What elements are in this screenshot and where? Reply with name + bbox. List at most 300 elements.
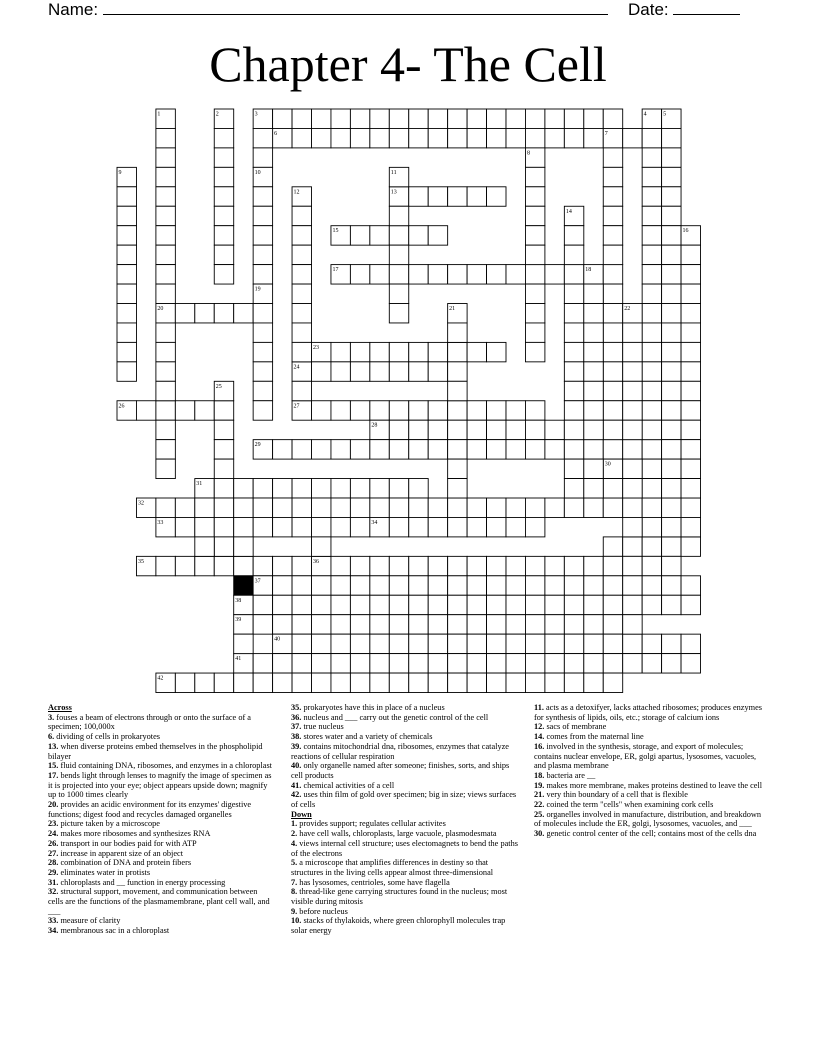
grid-cell[interactable]: [681, 498, 700, 517]
grid-cell[interactable]: [117, 265, 136, 284]
grid-cell[interactable]: [292, 517, 311, 536]
grid-cell[interactable]: [662, 459, 681, 478]
grid-cell[interactable]: [525, 167, 544, 186]
grid-cell[interactable]: [545, 615, 564, 634]
grid-cell[interactable]: [156, 226, 175, 245]
grid-cell[interactable]: [623, 654, 642, 673]
grid-cell[interactable]: [428, 576, 447, 595]
grid-cell[interactable]: [448, 323, 467, 342]
grid-cell[interactable]: [273, 517, 292, 536]
grid-cell[interactable]: [487, 595, 506, 614]
grid-cell[interactable]: [175, 304, 194, 323]
grid-cell[interactable]: [331, 615, 350, 634]
grid-cell[interactable]: [195, 498, 214, 517]
grid-cell[interactable]: [234, 537, 253, 556]
grid-cell[interactable]: [156, 556, 175, 575]
grid-cell[interactable]: [584, 362, 603, 381]
grid-cell[interactable]: [603, 556, 622, 575]
grid-cell[interactable]: [195, 401, 214, 420]
grid-cell[interactable]: [467, 420, 486, 439]
grid-cell[interactable]: [350, 226, 369, 245]
grid-cell[interactable]: [642, 206, 661, 225]
grid-cell[interactable]: [487, 187, 506, 206]
grid-cell[interactable]: [273, 615, 292, 634]
grid-cell[interactable]: [214, 148, 233, 167]
grid-cell[interactable]: [409, 576, 428, 595]
grid-cell[interactable]: [467, 187, 486, 206]
grid-cell[interactable]: [662, 576, 681, 595]
grid-cell[interactable]: [525, 498, 544, 517]
grid-cell[interactable]: [564, 245, 583, 264]
grid-cell[interactable]: [331, 342, 350, 361]
grid-cell[interactable]: [603, 634, 622, 653]
grid-cell[interactable]: [214, 265, 233, 284]
grid-cell[interactable]: [603, 304, 622, 323]
grid-cell[interactable]: [156, 245, 175, 264]
grid-cell[interactable]: [467, 576, 486, 595]
grid-cell[interactable]: [525, 304, 544, 323]
grid-cell[interactable]: [214, 556, 233, 575]
grid-cell[interactable]: [370, 401, 389, 420]
grid-cell[interactable]: [253, 381, 272, 400]
grid-cell[interactable]: [642, 284, 661, 303]
grid-cell[interactable]: [253, 479, 272, 498]
grid-cell[interactable]: [448, 459, 467, 478]
grid-cell[interactable]: [584, 401, 603, 420]
grid-cell[interactable]: [564, 615, 583, 634]
grid-cell[interactable]: [448, 381, 467, 400]
grid-cell[interactable]: [584, 479, 603, 498]
grid-cell[interactable]: [214, 459, 233, 478]
grid-cell[interactable]: [506, 265, 525, 284]
grid-cell[interactable]: [603, 381, 622, 400]
grid-cell[interactable]: [389, 206, 408, 225]
grid-cell[interactable]: [564, 479, 583, 498]
grid-cell[interactable]: [175, 498, 194, 517]
grid-cell[interactable]: [331, 517, 350, 536]
grid-cell[interactable]: [603, 148, 622, 167]
grid-cell[interactable]: [195, 304, 214, 323]
grid-cell[interactable]: [428, 673, 447, 692]
grid-cell[interactable]: [525, 284, 544, 303]
grid-cell[interactable]: [195, 517, 214, 536]
grid-cell[interactable]: [584, 342, 603, 361]
grid-cell[interactable]: [273, 479, 292, 498]
grid-cell[interactable]: [662, 226, 681, 245]
grid-cell[interactable]: [448, 440, 467, 459]
grid-cell[interactable]: [428, 498, 447, 517]
grid-cell[interactable]: [506, 109, 525, 128]
grid-cell[interactable]: [642, 304, 661, 323]
grid-cell[interactable]: [525, 323, 544, 342]
grid-cell[interactable]: [409, 517, 428, 536]
grid-cell[interactable]: [525, 226, 544, 245]
grid-cell[interactable]: [312, 401, 331, 420]
grid-cell[interactable]: [506, 128, 525, 147]
grid-cell[interactable]: [331, 109, 350, 128]
grid-cell[interactable]: [603, 498, 622, 517]
grid-cell[interactable]: [253, 187, 272, 206]
grid-cell[interactable]: [136, 401, 155, 420]
grid-cell[interactable]: [584, 440, 603, 459]
grid-cell[interactable]: [564, 576, 583, 595]
grid-cell[interactable]: [545, 556, 564, 575]
grid-cell[interactable]: [642, 420, 661, 439]
grid-cell[interactable]: [214, 673, 233, 692]
grid-cell[interactable]: [409, 265, 428, 284]
grid-cell[interactable]: [681, 284, 700, 303]
grid-cell[interactable]: [642, 187, 661, 206]
grid-cell[interactable]: [681, 595, 700, 614]
grid-cell[interactable]: [370, 576, 389, 595]
grid-cell[interactable]: [642, 440, 661, 459]
grid-cell[interactable]: [389, 440, 408, 459]
grid-cell[interactable]: [564, 284, 583, 303]
grid-cell[interactable]: [292, 615, 311, 634]
grid-cell[interactable]: [603, 654, 622, 673]
grid-cell[interactable]: [584, 615, 603, 634]
grid-cell[interactable]: [603, 595, 622, 614]
grid-cell[interactable]: [662, 265, 681, 284]
grid-cell[interactable]: [389, 615, 408, 634]
grid-cell[interactable]: [623, 459, 642, 478]
grid-cell[interactable]: [312, 634, 331, 653]
grid-cell[interactable]: [409, 342, 428, 361]
grid-cell[interactable]: [564, 459, 583, 478]
grid-cell[interactable]: [603, 576, 622, 595]
grid-cell[interactable]: [156, 148, 175, 167]
grid-cell[interactable]: [603, 537, 622, 556]
grid-cell[interactable]: [389, 265, 408, 284]
grid-cell[interactable]: [370, 498, 389, 517]
grid-cell[interactable]: [370, 479, 389, 498]
grid-cell[interactable]: [292, 226, 311, 245]
grid-cell[interactable]: [584, 323, 603, 342]
grid-cell[interactable]: [448, 362, 467, 381]
grid-cell[interactable]: [214, 517, 233, 536]
grid-cell[interactable]: [156, 323, 175, 342]
grid-cell[interactable]: [584, 576, 603, 595]
grid-cell[interactable]: [506, 401, 525, 420]
grid-cell[interactable]: [350, 479, 369, 498]
grid-cell[interactable]: [370, 440, 389, 459]
grid-cell[interactable]: [564, 498, 583, 517]
grid-cell[interactable]: [487, 440, 506, 459]
grid-cell[interactable]: [642, 381, 661, 400]
grid-cell[interactable]: [506, 576, 525, 595]
grid-cell[interactable]: [292, 284, 311, 303]
grid-cell[interactable]: [623, 576, 642, 595]
grid-cell[interactable]: [623, 362, 642, 381]
grid-cell[interactable]: [603, 226, 622, 245]
grid-cell[interactable]: [331, 634, 350, 653]
grid-cell[interactable]: [370, 265, 389, 284]
grid-cell[interactable]: [681, 245, 700, 264]
grid-cell[interactable]: [428, 109, 447, 128]
grid-cell[interactable]: [467, 128, 486, 147]
grid-cell[interactable]: [292, 634, 311, 653]
grid-cell[interactable]: [584, 595, 603, 614]
grid-cell[interactable]: [487, 673, 506, 692]
grid-cell[interactable]: [662, 323, 681, 342]
grid-cell[interactable]: [273, 576, 292, 595]
grid-cell[interactable]: [487, 517, 506, 536]
grid-cell[interactable]: [175, 401, 194, 420]
grid-cell[interactable]: [253, 342, 272, 361]
grid-cell[interactable]: [350, 576, 369, 595]
grid-cell[interactable]: [681, 479, 700, 498]
grid-cell[interactable]: [409, 673, 428, 692]
grid-cell[interactable]: [292, 440, 311, 459]
grid-cell[interactable]: [603, 245, 622, 264]
grid-cell[interactable]: [623, 323, 642, 342]
grid-cell[interactable]: [681, 459, 700, 478]
grid-cell[interactable]: [214, 128, 233, 147]
grid-cell[interactable]: [234, 556, 253, 575]
grid-cell[interactable]: [253, 517, 272, 536]
grid-cell[interactable]: [603, 342, 622, 361]
grid-cell[interactable]: [448, 595, 467, 614]
grid-cell[interactable]: [370, 634, 389, 653]
grid-cell[interactable]: [525, 128, 544, 147]
grid-cell[interactable]: [467, 556, 486, 575]
grid-cell[interactable]: [467, 440, 486, 459]
grid-cell[interactable]: [448, 615, 467, 634]
grid-cell[interactable]: [642, 459, 661, 478]
grid-cell[interactable]: [253, 362, 272, 381]
grid-cell[interactable]: [506, 556, 525, 575]
grid-cell[interactable]: [389, 362, 408, 381]
grid-cell[interactable]: [312, 615, 331, 634]
grid-cell[interactable]: [487, 401, 506, 420]
grid-cell[interactable]: [214, 167, 233, 186]
grid-cell[interactable]: [564, 265, 583, 284]
grid-cell[interactable]: [681, 362, 700, 381]
grid-cell[interactable]: [487, 576, 506, 595]
grid-cell[interactable]: [253, 304, 272, 323]
grid-cell[interactable]: [564, 440, 583, 459]
grid-cell[interactable]: [642, 167, 661, 186]
grid-cell[interactable]: [389, 109, 408, 128]
grid-cell[interactable]: [681, 576, 700, 595]
grid-cell[interactable]: [642, 479, 661, 498]
grid-cell[interactable]: [642, 323, 661, 342]
grid-cell[interactable]: [312, 128, 331, 147]
grid-cell[interactable]: [331, 401, 350, 420]
grid-cell[interactable]: [370, 673, 389, 692]
grid-cell[interactable]: [428, 362, 447, 381]
grid-cell[interactable]: [662, 498, 681, 517]
grid-cell[interactable]: [214, 479, 233, 498]
grid-cell[interactable]: [331, 654, 350, 673]
grid-cell[interactable]: [331, 673, 350, 692]
grid-cell[interactable]: [214, 498, 233, 517]
grid-cell[interactable]: [389, 576, 408, 595]
grid-cell[interactable]: [312, 479, 331, 498]
grid-cell[interactable]: [234, 304, 253, 323]
grid-cell[interactable]: [331, 576, 350, 595]
grid-cell[interactable]: [564, 362, 583, 381]
grid-cell[interactable]: [662, 187, 681, 206]
grid-cell[interactable]: [156, 362, 175, 381]
grid-cell[interactable]: [545, 265, 564, 284]
grid-cell[interactable]: [370, 654, 389, 673]
grid-cell[interactable]: [409, 479, 428, 498]
grid-cell[interactable]: [662, 537, 681, 556]
grid-cell[interactable]: [681, 381, 700, 400]
grid-cell[interactable]: [603, 673, 622, 692]
grid-cell[interactable]: [428, 265, 447, 284]
grid-cell[interactable]: [506, 615, 525, 634]
grid-cell[interactable]: [525, 245, 544, 264]
grid-cell[interactable]: [156, 342, 175, 361]
grid-cell[interactable]: [273, 498, 292, 517]
grid-cell[interactable]: [642, 362, 661, 381]
grid-cell[interactable]: [545, 440, 564, 459]
grid-cell[interactable]: [273, 556, 292, 575]
grid-cell[interactable]: [545, 595, 564, 614]
grid-cell[interactable]: [545, 109, 564, 128]
grid-cell[interactable]: [662, 245, 681, 264]
grid-cell[interactable]: [564, 304, 583, 323]
grid-cell[interactable]: [156, 265, 175, 284]
grid-cell[interactable]: [117, 206, 136, 225]
grid-cell[interactable]: [642, 128, 661, 147]
grid-cell[interactable]: [525, 673, 544, 692]
grid-cell[interactable]: [389, 342, 408, 361]
grid-cell[interactable]: [487, 498, 506, 517]
grid-cell[interactable]: [642, 537, 661, 556]
grid-cell[interactable]: [312, 440, 331, 459]
grid-cell[interactable]: [584, 381, 603, 400]
grid-cell[interactable]: [525, 440, 544, 459]
grid-cell[interactable]: [331, 556, 350, 575]
grid-cell[interactable]: [584, 634, 603, 653]
grid-cell[interactable]: [156, 167, 175, 186]
grid-cell[interactable]: [370, 226, 389, 245]
grid-cell[interactable]: [156, 401, 175, 420]
grid-cell[interactable]: [428, 595, 447, 614]
grid-cell[interactable]: [642, 595, 661, 614]
grid-cell[interactable]: [623, 556, 642, 575]
grid-cell[interactable]: [662, 595, 681, 614]
grid-cell[interactable]: [389, 245, 408, 264]
grid-cell[interactable]: [681, 517, 700, 536]
grid-cell[interactable]: [487, 109, 506, 128]
grid-cell[interactable]: [214, 401, 233, 420]
grid-cell[interactable]: [564, 420, 583, 439]
grid-cell[interactable]: [389, 556, 408, 575]
grid-cell[interactable]: [564, 381, 583, 400]
grid-cell[interactable]: [253, 673, 272, 692]
grid-cell[interactable]: [467, 109, 486, 128]
grid-cell[interactable]: [409, 595, 428, 614]
grid-cell[interactable]: [350, 634, 369, 653]
grid-cell[interactable]: [662, 556, 681, 575]
grid-cell[interactable]: [156, 381, 175, 400]
grid-cell[interactable]: [370, 362, 389, 381]
grid-cell[interactable]: [253, 206, 272, 225]
grid-cell[interactable]: [428, 634, 447, 653]
grid-cell[interactable]: [584, 673, 603, 692]
grid-cell[interactable]: [214, 440, 233, 459]
grid-cell[interactable]: [253, 556, 272, 575]
grid-cell[interactable]: [312, 109, 331, 128]
grid-cell[interactable]: [642, 576, 661, 595]
grid-cell[interactable]: [487, 556, 506, 575]
grid-cell[interactable]: [584, 304, 603, 323]
grid-cell[interactable]: [623, 479, 642, 498]
grid-cell[interactable]: [681, 654, 700, 673]
grid-cell[interactable]: [603, 362, 622, 381]
grid-cell[interactable]: [389, 226, 408, 245]
grid-cell[interactable]: [662, 206, 681, 225]
grid-cell[interactable]: [389, 420, 408, 439]
grid-cell[interactable]: [662, 381, 681, 400]
grid-cell[interactable]: [642, 342, 661, 361]
grid-cell[interactable]: [156, 284, 175, 303]
grid-cell[interactable]: [662, 342, 681, 361]
grid-cell[interactable]: [603, 615, 622, 634]
grid-cell[interactable]: [156, 459, 175, 478]
grid-cell[interactable]: [642, 556, 661, 575]
grid-cell[interactable]: [448, 342, 467, 361]
grid-cell[interactable]: [253, 401, 272, 420]
grid-cell[interactable]: [331, 362, 350, 381]
grid-cell[interactable]: [331, 595, 350, 614]
grid-cell[interactable]: [564, 109, 583, 128]
grid-cell[interactable]: [370, 556, 389, 575]
grid-cell[interactable]: [448, 109, 467, 128]
grid-cell[interactable]: [214, 206, 233, 225]
grid-cell[interactable]: [350, 595, 369, 614]
grid-cell[interactable]: [681, 304, 700, 323]
grid-cell[interactable]: [292, 479, 311, 498]
grid-cell[interactable]: [156, 440, 175, 459]
grid-cell[interactable]: [428, 187, 447, 206]
grid-cell[interactable]: [389, 284, 408, 303]
grid-cell[interactable]: [662, 304, 681, 323]
grid-cell[interactable]: [428, 556, 447, 575]
grid-cell[interactable]: [448, 673, 467, 692]
grid-cell[interactable]: [662, 517, 681, 536]
grid-cell[interactable]: [564, 226, 583, 245]
grid-cell[interactable]: [603, 265, 622, 284]
grid-cell[interactable]: [662, 148, 681, 167]
grid-cell[interactable]: [603, 420, 622, 439]
grid-cell[interactable]: [292, 265, 311, 284]
grid-cell[interactable]: [253, 265, 272, 284]
grid-cell[interactable]: [292, 109, 311, 128]
grid-cell[interactable]: [506, 517, 525, 536]
grid-cell[interactable]: [292, 556, 311, 575]
grid-cell[interactable]: [584, 654, 603, 673]
grid-cell[interactable]: [389, 304, 408, 323]
grid-cell[interactable]: [603, 401, 622, 420]
grid-cell[interactable]: [642, 265, 661, 284]
grid-cell[interactable]: [642, 226, 661, 245]
grid-cell[interactable]: [214, 245, 233, 264]
grid-cell[interactable]: [253, 323, 272, 342]
grid-cell[interactable]: [642, 517, 661, 536]
grid-cell[interactable]: [253, 615, 272, 634]
grid-cell[interactable]: [448, 498, 467, 517]
grid-cell[interactable]: [156, 420, 175, 439]
grid-cell[interactable]: [623, 517, 642, 536]
grid-cell[interactable]: [448, 401, 467, 420]
grid-cell[interactable]: [273, 595, 292, 614]
grid-cell[interactable]: [545, 420, 564, 439]
